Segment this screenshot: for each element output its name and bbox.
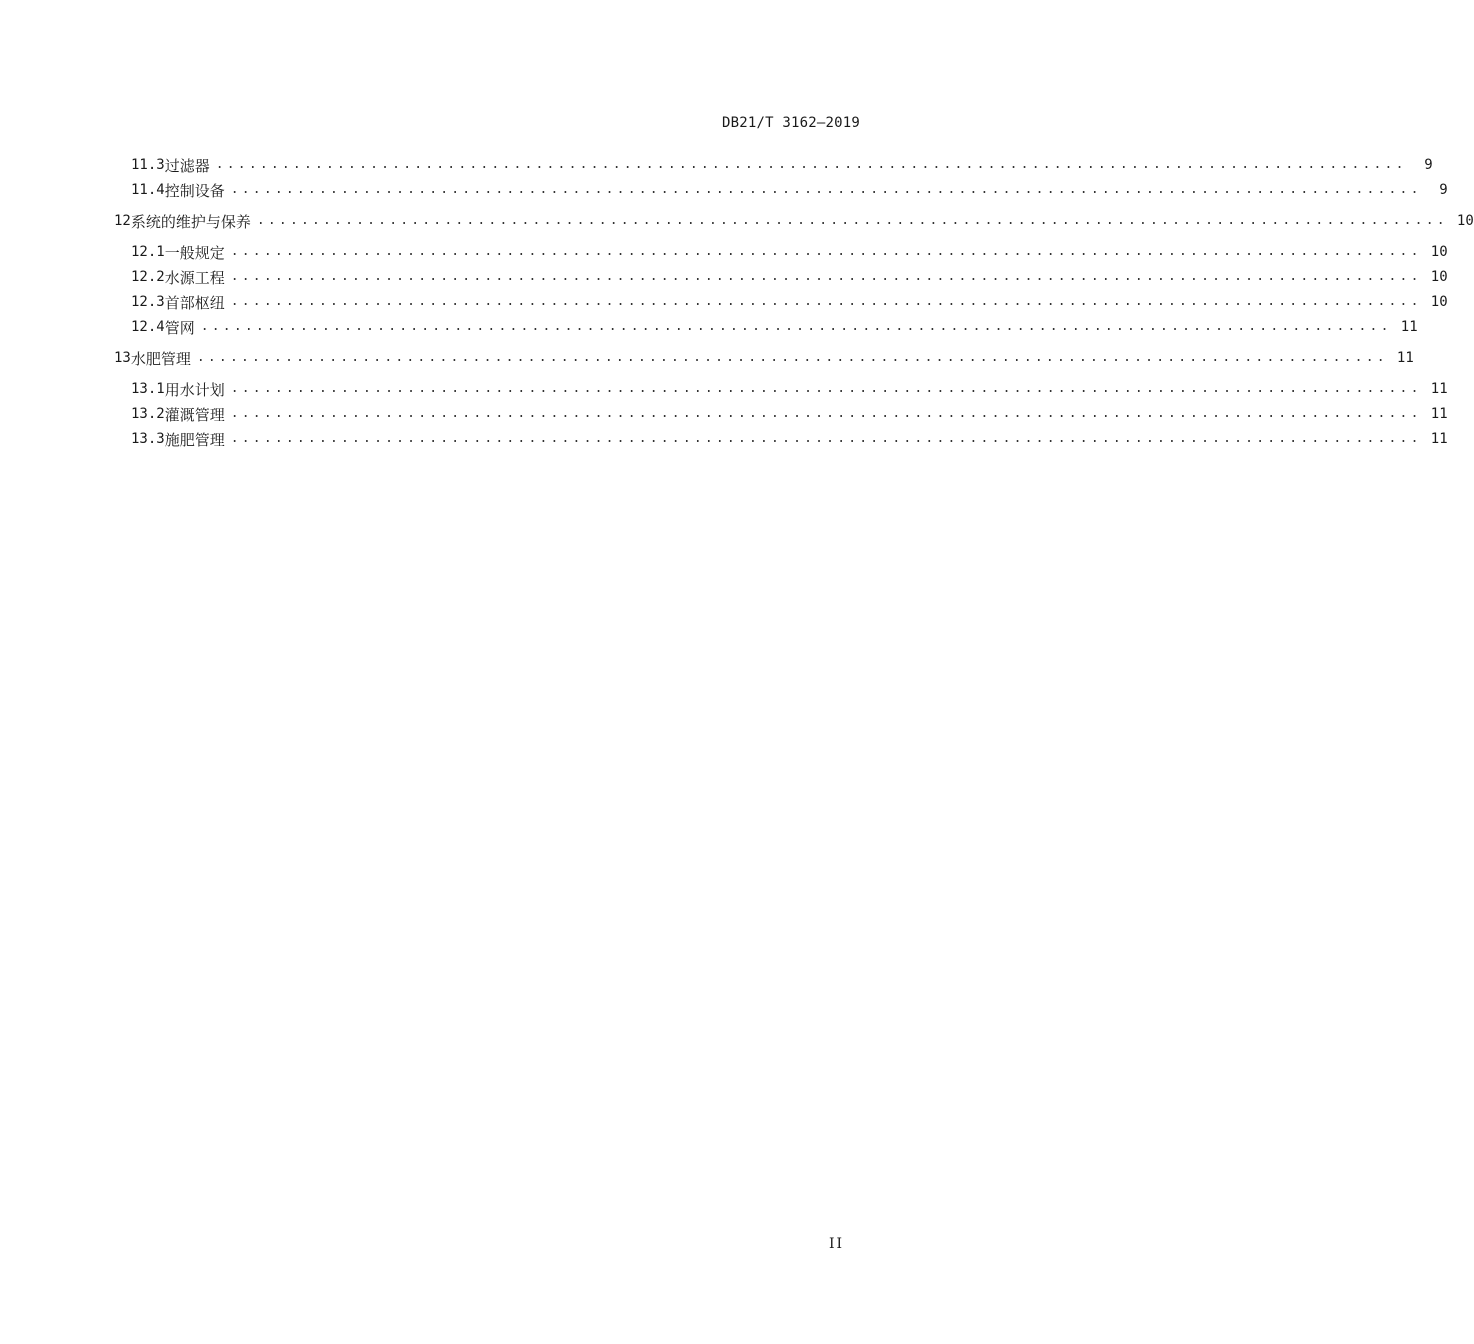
dot-leader: ............................................................................................................ (230, 182, 1422, 197)
dot-leader: ............................................................................................................ (196, 350, 1388, 365)
toc-entry-number: 12.3 (131, 294, 165, 310)
toc-entry-number: 13.2 (131, 406, 165, 422)
toc-entry-page: 10 (1430, 244, 1448, 260)
toc-entry-page: 11 (1400, 319, 1418, 335)
toc-entry-title: 系统的维护与保养 (130, 212, 251, 231)
toc-entry-11-4[interactable] (131, 180, 1448, 200)
document-id: DB21/T 3162—2019 (721, 115, 860, 131)
toc-entry-page: 10 (1430, 294, 1448, 310)
toc-entry-page: 10 (1430, 269, 1448, 285)
dot-leader: ............................................................................................................ (200, 319, 1392, 334)
dot-leader: ............................................................................................................ (256, 213, 1448, 228)
toc-entry-13-1[interactable] (131, 379, 1448, 399)
toc-entry-title: 首部枢纽 (164, 293, 225, 312)
toc-entry-title: 水源工程 (164, 268, 225, 287)
toc-entry-12-1[interactable] (131, 242, 1448, 262)
toc-entry-13-2[interactable] (131, 404, 1448, 424)
toc-entry-12-3[interactable] (131, 292, 1448, 312)
toc-entry-page: 11 (1396, 350, 1414, 366)
toc-entry-page: 9 (1439, 182, 1448, 198)
toc-entry-number: 13.3 (131, 431, 165, 447)
toc-entry-13[interactable] (114, 348, 1414, 368)
toc-entry-number: 12 (114, 213, 131, 229)
dot-leader: ............................................................................................................ (215, 157, 1407, 172)
toc-entry-page: 11 (1430, 381, 1448, 397)
toc-entry-number: 13.1 (131, 381, 165, 397)
toc-entry-page: 9 (1424, 157, 1433, 173)
toc-entry-number: 12.2 (131, 269, 165, 285)
toc-entry-title: 过滤器 (164, 156, 210, 175)
dot-leader: ............................................................................................................ (230, 406, 1422, 421)
toc-entry-number: 12.4 (131, 319, 165, 335)
toc-entry-13-3[interactable] (131, 429, 1448, 449)
toc-entry-title: 灌溉管理 (164, 405, 225, 424)
dot-leader: ............................................................................................................ (230, 381, 1422, 396)
dot-leader: ............................................................................................................ (230, 294, 1422, 309)
toc-entry-title: 水肥管理 (130, 349, 191, 368)
toc-entry-number: 13 (114, 350, 131, 366)
dot-leader: ............................................................................................................ (230, 244, 1422, 259)
toc-entry-number: 12.1 (131, 244, 165, 260)
page-number: II (828, 1236, 844, 1252)
toc-entry-number: 11.3 (131, 157, 165, 173)
toc-entry-title: 用水计划 (164, 380, 225, 399)
toc-entry-page: 11 (1430, 431, 1448, 447)
toc-entry-page: 10 (1456, 213, 1474, 229)
toc-entry-12[interactable] (114, 211, 1474, 231)
toc-entry-12-4[interactable] (131, 317, 1418, 337)
toc-entry-12-2[interactable] (131, 267, 1448, 287)
toc-entry-page: 11 (1430, 406, 1448, 422)
toc-entry-title: 控制设备 (164, 181, 225, 200)
toc-entry-title: 施肥管理 (164, 430, 225, 449)
toc-entry-title: 管网 (164, 318, 195, 337)
toc-entry-title: 一般规定 (164, 243, 225, 262)
dot-leader: ............................................................................................................ (230, 431, 1422, 446)
toc-entry-11-3[interactable] (131, 155, 1433, 175)
dot-leader: ............................................................................................................ (230, 269, 1422, 284)
toc-entry-number: 11.4 (131, 182, 165, 198)
